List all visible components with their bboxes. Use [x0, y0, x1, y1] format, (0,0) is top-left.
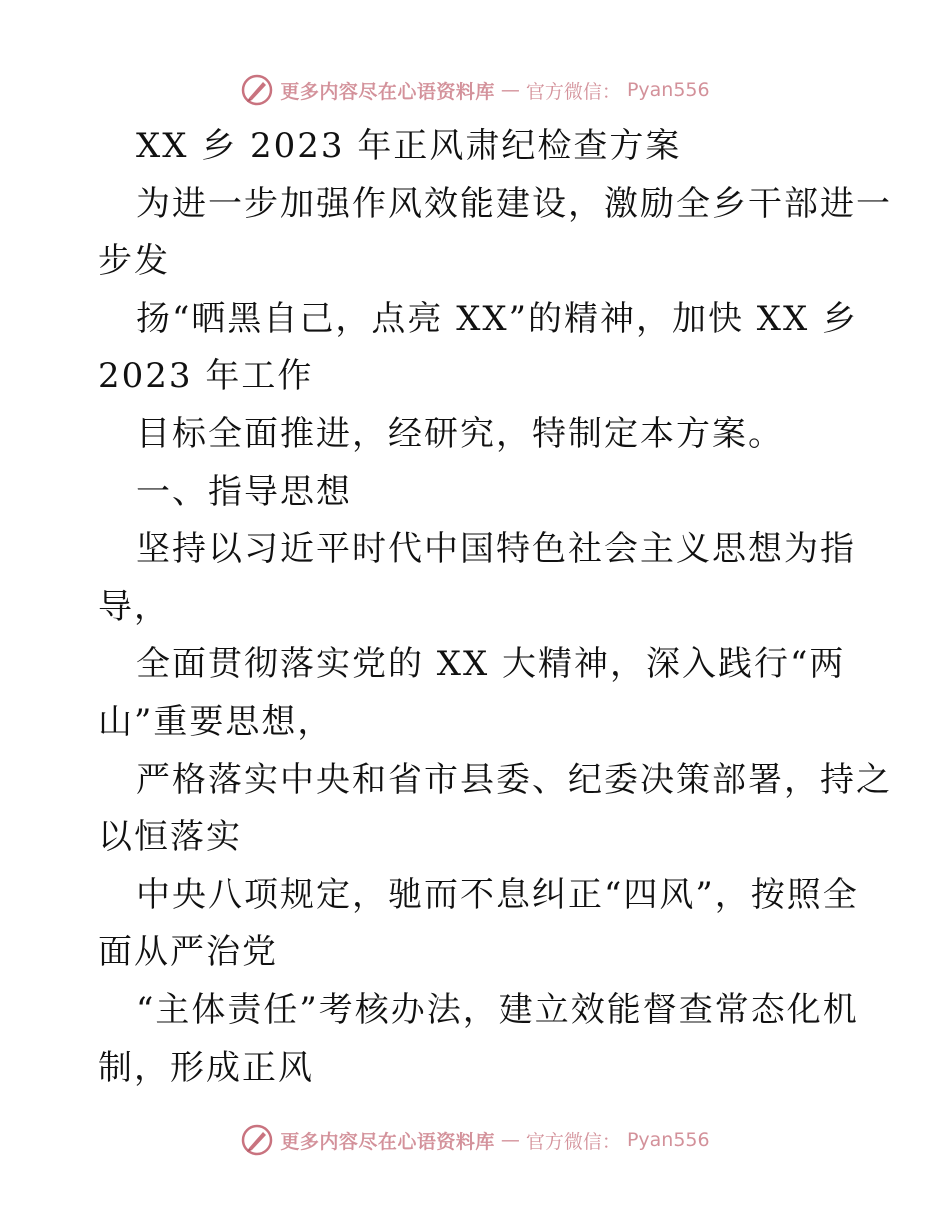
footer-watermark — [0, 1120, 950, 1160]
paragraph-line: 步发 — [98, 241, 170, 282]
paragraph-line: 中央八项规定，驰而不息纠正“四风”，按照全 — [136, 874, 859, 915]
watermark-separator: — — [500, 79, 520, 101]
section-heading: 一、指导思想 — [136, 471, 352, 512]
paragraph-line: 目标全面推进，经研究，特制定本方案。 — [136, 413, 784, 454]
paragraph-line: 制，形成正风 — [98, 1047, 314, 1088]
watermark-wechat-id: Pyan556 — [626, 1129, 710, 1151]
quill-pen-icon — [240, 1123, 274, 1157]
paragraph-line: 严格落实中央和省市县委、纪委决策部署，持之 — [136, 759, 892, 800]
paragraph-line: 山”重要思想， — [98, 701, 334, 742]
header-watermark — [0, 70, 950, 110]
watermark-wechat-label: 官方微信： — [525, 1130, 621, 1153]
paragraph-line: 为进一步加强作风效能建设，激励全乡干部进一 — [136, 183, 892, 224]
paragraph-line: 2023 年工作 — [98, 356, 314, 397]
paragraph-line: “主体责任”考核办法，建立效能督查常态化机 — [136, 989, 859, 1030]
watermark-wechat-id: Pyan556 — [626, 79, 710, 101]
quill-pen-icon — [240, 73, 274, 107]
watermark-separator: — — [500, 1129, 520, 1151]
paragraph-line: 导， — [98, 586, 170, 627]
paragraph-line: 扬“晒黑自己，点亮 XX”的精神，加快 XX 乡 — [136, 298, 859, 339]
document-body — [98, 118, 892, 1097]
paragraph-line: 全面贯彻落实党的 XX 大精神，深入践行“两 — [136, 644, 846, 685]
paragraph-line: 以恒落实 — [98, 817, 242, 858]
paragraph-line: 面从严治党 — [98, 932, 278, 973]
watermark-wechat-label: 官方微信： — [525, 80, 621, 103]
watermark-brand: 更多内容尽在心语资料库 — [280, 80, 495, 103]
paragraph-line: 坚持以习近平时代中国特色社会主义思想为指 — [136, 529, 856, 570]
watermark-brand: 更多内容尽在心语资料库 — [280, 1130, 495, 1153]
document-title: XX 乡 2023 年正风肃纪检查方案 — [136, 126, 682, 166]
